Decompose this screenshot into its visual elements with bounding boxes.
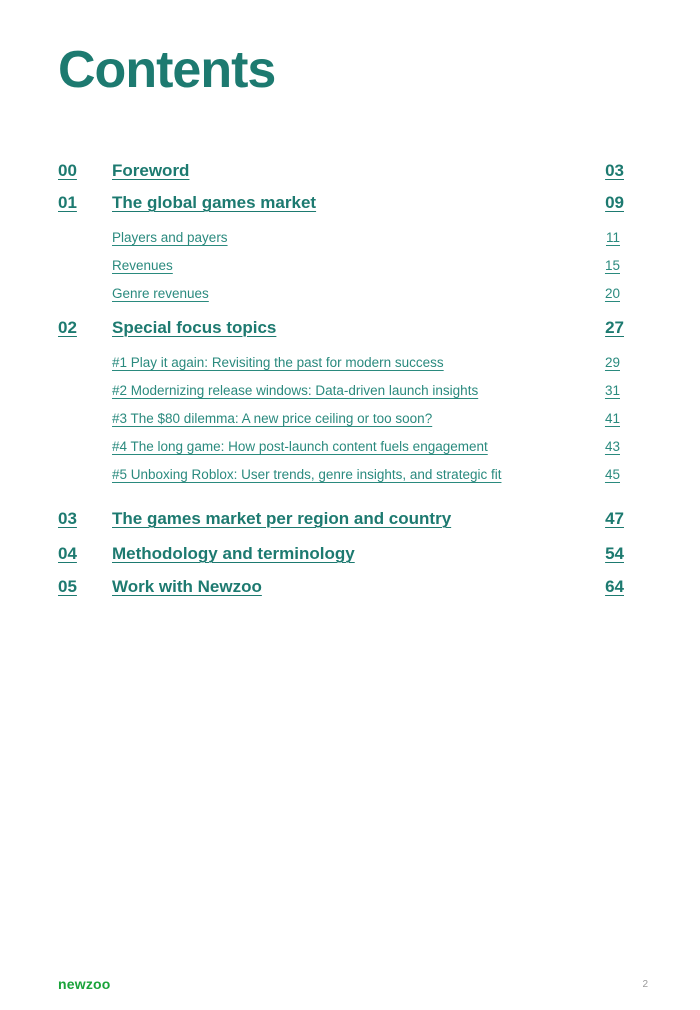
toc-entry-special-focus-topics[interactable] [58, 314, 624, 338]
toc-page[interactable]: 64 [605, 577, 624, 596]
toc-subentry-players-and-payers[interactable] [58, 221, 624, 245]
toc-number[interactable]: 01 [58, 193, 77, 212]
toc-label[interactable]: The games market per region and country [112, 509, 452, 528]
toc-label[interactable]: Players and payers [112, 230, 228, 245]
toc-subentry-revenues[interactable] [58, 249, 624, 273]
toc-page[interactable]: 03 [605, 161, 624, 180]
toc-number[interactable]: 03 [58, 509, 77, 528]
toc-number[interactable]: 04 [58, 544, 77, 563]
toc-subentry-topic-4[interactable] [58, 430, 624, 454]
toc-entry-work-with-newzoo[interactable] [58, 573, 624, 597]
toc-page[interactable]: 27 [605, 318, 624, 337]
toc-page[interactable]: 54 [605, 544, 624, 563]
toc-number[interactable]: 00 [58, 161, 77, 180]
toc-subentry-topic-2[interactable] [58, 374, 624, 398]
toc-entry-global-games-market[interactable] [58, 189, 624, 213]
toc-label[interactable]: Work with Newzoo [112, 577, 262, 596]
toc-label[interactable]: Special focus topics [112, 318, 277, 337]
toc-page[interactable]: 15 [604, 258, 620, 273]
toc-label[interactable]: Genre revenues [112, 286, 209, 301]
toc-number[interactable]: 05 [58, 577, 77, 596]
page-title: Contents [58, 41, 276, 99]
toc-page[interactable]: 43 [604, 439, 620, 454]
toc-label[interactable]: #4 The long game: How post-launch content fuels engagement [112, 439, 488, 454]
toc-subentry-topic-3[interactable] [58, 402, 624, 426]
toc-label[interactable]: Revenues [112, 258, 173, 273]
toc-page[interactable]: 20 [604, 286, 620, 301]
toc-label[interactable]: The global games market [112, 193, 317, 212]
toc-entry-methodology[interactable] [58, 540, 624, 564]
toc-subentry-topic-5[interactable] [58, 458, 624, 482]
toc-label[interactable]: Foreword [112, 161, 190, 180]
toc-entry-foreword[interactable] [58, 157, 624, 181]
toc-page[interactable]: 09 [605, 193, 624, 212]
toc-entry-games-market-per-region[interactable] [58, 505, 624, 529]
toc-subentry-genre-revenues[interactable] [58, 277, 624, 301]
toc-number[interactable]: 02 [58, 318, 77, 337]
toc-label[interactable]: #1 Play it again: Revisiting the past for modern success [112, 355, 444, 370]
toc-subentry-topic-1[interactable] [58, 346, 624, 370]
toc-label[interactable]: #5 Unboxing Roblox: User trends, genre insights, and strategic fit [112, 467, 502, 482]
toc-label[interactable]: #2 Modernizing release windows: Data-driven launch insights [112, 383, 479, 398]
page-number: 2 [642, 979, 648, 990]
newzoo-logo: newzoo [58, 976, 111, 992]
toc-label[interactable]: Methodology and terminology [112, 544, 355, 563]
toc-page[interactable]: 11 [605, 230, 620, 245]
toc-page[interactable]: 31 [604, 383, 620, 398]
toc-page[interactable]: 29 [604, 355, 620, 370]
toc-page[interactable]: 45 [604, 467, 620, 482]
toc-label[interactable]: #3 The $80 dilemma: A new price ceiling or too soon? [112, 411, 433, 426]
toc-page[interactable]: 41 [604, 411, 620, 426]
toc-page[interactable]: 47 [605, 509, 624, 528]
